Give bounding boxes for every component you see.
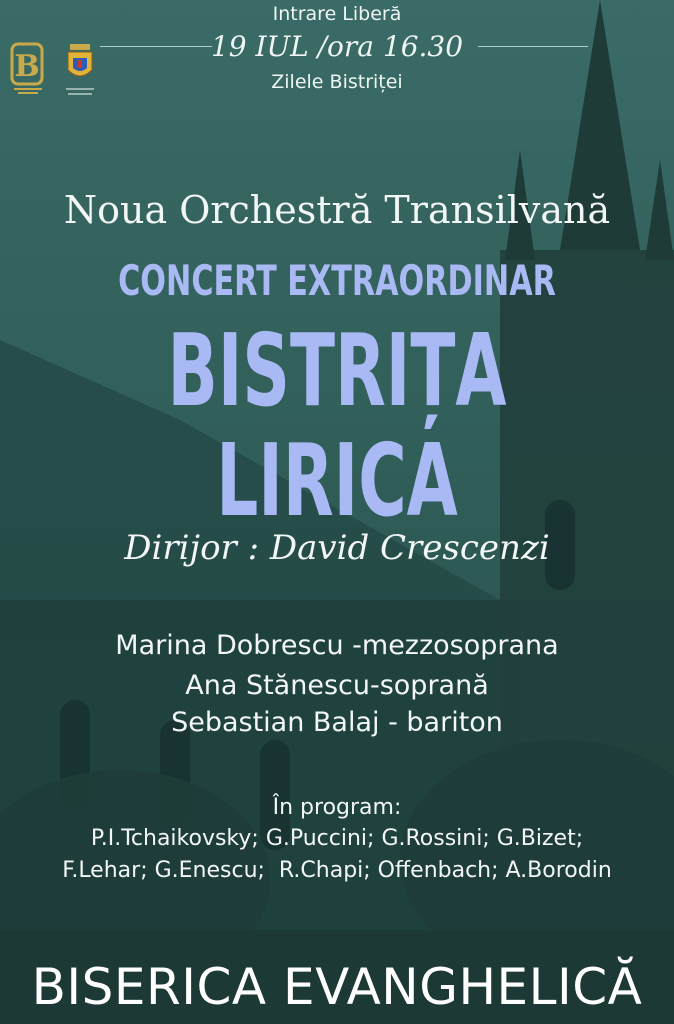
conductor-text: Dirijor : David Crescenzi: [124, 528, 550, 568]
program-line: F.Lehar; G.Enescu; R.Chapi; Offenbach; A.Borodin: [62, 858, 612, 883]
svg-text:B: B: [14, 49, 40, 84]
festival-name-text: Zilele Bistriței: [271, 71, 403, 93]
free-entry-text: Intrare Liberă: [272, 3, 402, 25]
event-title: BISTRIȚA LIRICA: [167, 312, 507, 539]
program-label: În program:: [272, 795, 402, 820]
program-line: P.I.Tchaikovsky; G.Puccini; G.Rossini; G.Bizet;: [90, 826, 584, 851]
orchestra-name: Noua Orchestră Transilvană: [63, 188, 611, 232]
venue-name: BISERICA EVANGHELICĂ: [31, 958, 643, 1016]
date-time-text: 19 IUL /ora 16.30: [210, 30, 464, 63]
soloist-line: Sebastian Balaj - bariton: [171, 707, 503, 738]
soloist-line: Ana Stănescu-soprană: [185, 670, 489, 701]
soloist-line: Marina Dobrescu -mezzosoprana: [115, 630, 559, 661]
concert-type-heading: CONCERT EXTRAORDINAR: [118, 256, 556, 305]
